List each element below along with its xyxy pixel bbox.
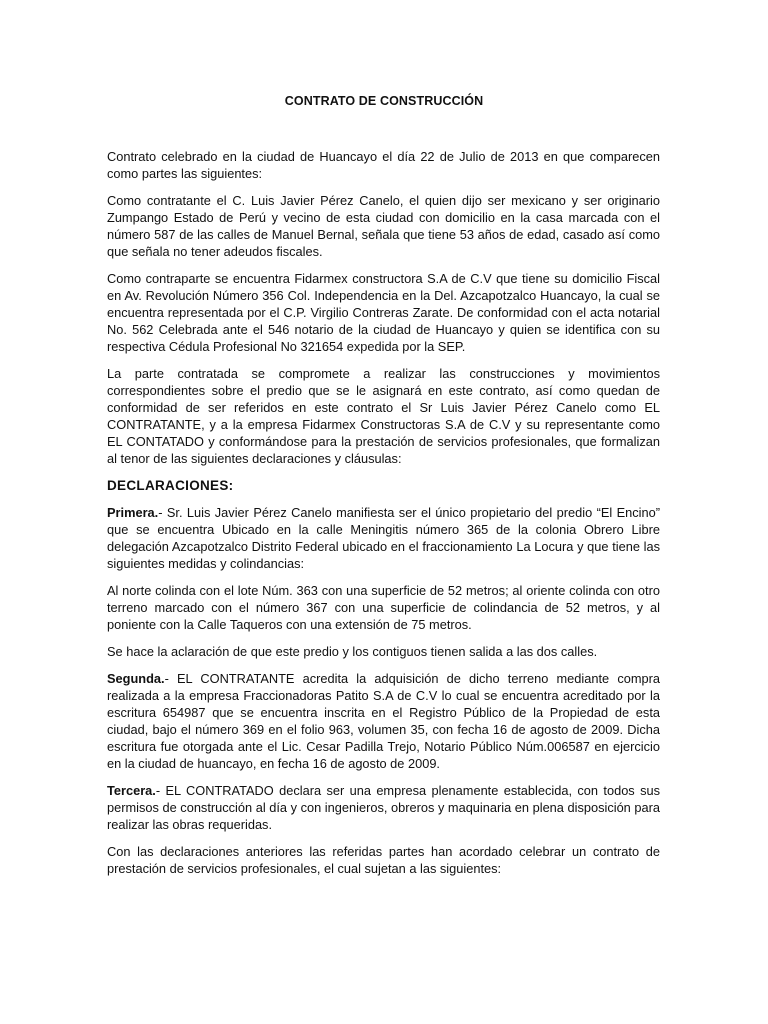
compromiso-paragraph: La parte contratada se compromete a realizar las construcciones y movimientos correspondientes sobre el predio que se le asignará en este contrato, así como quedan de conformidad de ser referidos en este contrato el Sr Luis Javier Pérez Canelo como EL CONTRATANTE, y a la empresa Fidarmex Constructoras S.A de C.V y su representante como EL CONTATADO y conformándose para la prestación de servicios profesionales, que formalizan al tenor de las siguientes declaraciones y cláusulas: xyxy=(107,366,660,466)
tercera-paragraph xyxy=(107,782,660,833)
colindancias-paragraph: Al norte colinda con el lote Núm. 363 con una superficie de 52 metros; al oriente colinda con otro terreno marcado con el número 367 con una superficie de colindancia de 52 metros, y al poniente con la Calle Taqueros con una extensión de 75 metros. xyxy=(107,583,660,632)
aclaracion-paragraph: Se hace la aclaración de que este predio y los contiguos tienen salida a las dos calles. xyxy=(107,644,598,659)
declaraciones-heading: DECLARACIONES: xyxy=(107,478,234,493)
segunda-paragraph xyxy=(107,670,660,772)
primera-paragraph xyxy=(107,504,660,572)
primera-text: - Sr. Luis Javier Pérez Canelo manifiesta ser el único propietario del predio “El Encino” que se encuentra Ubicado en la calle Meningitis número 365 de la colonia Obrero Libre delegación Azcapotzalco Distrito Federal ubicado en el fraccionamiento La Locura y que tiene las siguientes medidas y colindancias: xyxy=(107,505,660,571)
segunda-text: - EL CONTRATANTE acredita la adquisición de dicho terreno mediante compra realizada a la empresa Fraccionadoras Patito S.A de C.V lo cual se encuentra acreditado por la escritura 654987 que se encuentra inscrita en el Registro Público de la Propiedad de esta ciudad, bajo el número 369 en el folio 963, volumen 35, con fecha 16 de agosto de 2009. Dicha escritura fue otorgada ante el Lic. Cesar Padilla Trejo, Notario Público Núm.006587 en ejercicio en la ciudad de huancayo, en fecha 16 de agosto de 2009. xyxy=(107,671,660,771)
primera-lead: Primera. xyxy=(107,505,159,520)
document-body xyxy=(107,148,660,887)
contratante-paragraph: Como contratante el C. Luis Javier Pérez Canelo, el quien dijo ser mexicano y ser originario Zumpango Estado de Perú y vecino de esta ciudad con domicilio en la casa marcada con el número 587 de las calles de Manuel Bernal, señala que tiene 53 años de edad, casado así como que señala no tener adeudos fiscales. xyxy=(107,193,660,259)
contraparte-paragraph: Como contraparte se encuentra Fidarmex constructora S.A de C.V que tiene su domicilio Fiscal en Av. Revolución Número 356 Col. Independencia en la Del. Azcapotzalco Huancayo, la cual se encuentra representada por el C.P. Virgilio Contreras Zarate. De conformidad con el acta notarial No. 562 Celebrada ante el 546 notario de la ciudad de Huancayo y quien se identifica con su respectiva Cédula Profesional No 321654 expedida por la SEP. xyxy=(107,271,660,354)
tercera-lead: Tercera. xyxy=(107,783,156,798)
segunda-lead: Segunda. xyxy=(107,671,165,686)
tercera-text: - EL CONTRATADO declara ser una empresa plenamente establecida, con todos sus permisos de construcción al día y con ingenieros, obreros y maquinaria en plena disposición para realizar las obras requeridas. xyxy=(107,783,660,832)
closing-paragraph: Con las declaraciones anteriores las referidas partes han acordado celebrar un contrato de prestación de servicios profesionales, el cual sujetan a las siguientes: xyxy=(107,844,660,876)
document-title: CONTRATO DE CONSTRUCCIÓN xyxy=(284,94,484,108)
intro-paragraph: Contrato celebrado en la ciudad de Huancayo el día 22 de Julio de 2013 en que comparecen como partes las siguientes: xyxy=(107,149,660,181)
